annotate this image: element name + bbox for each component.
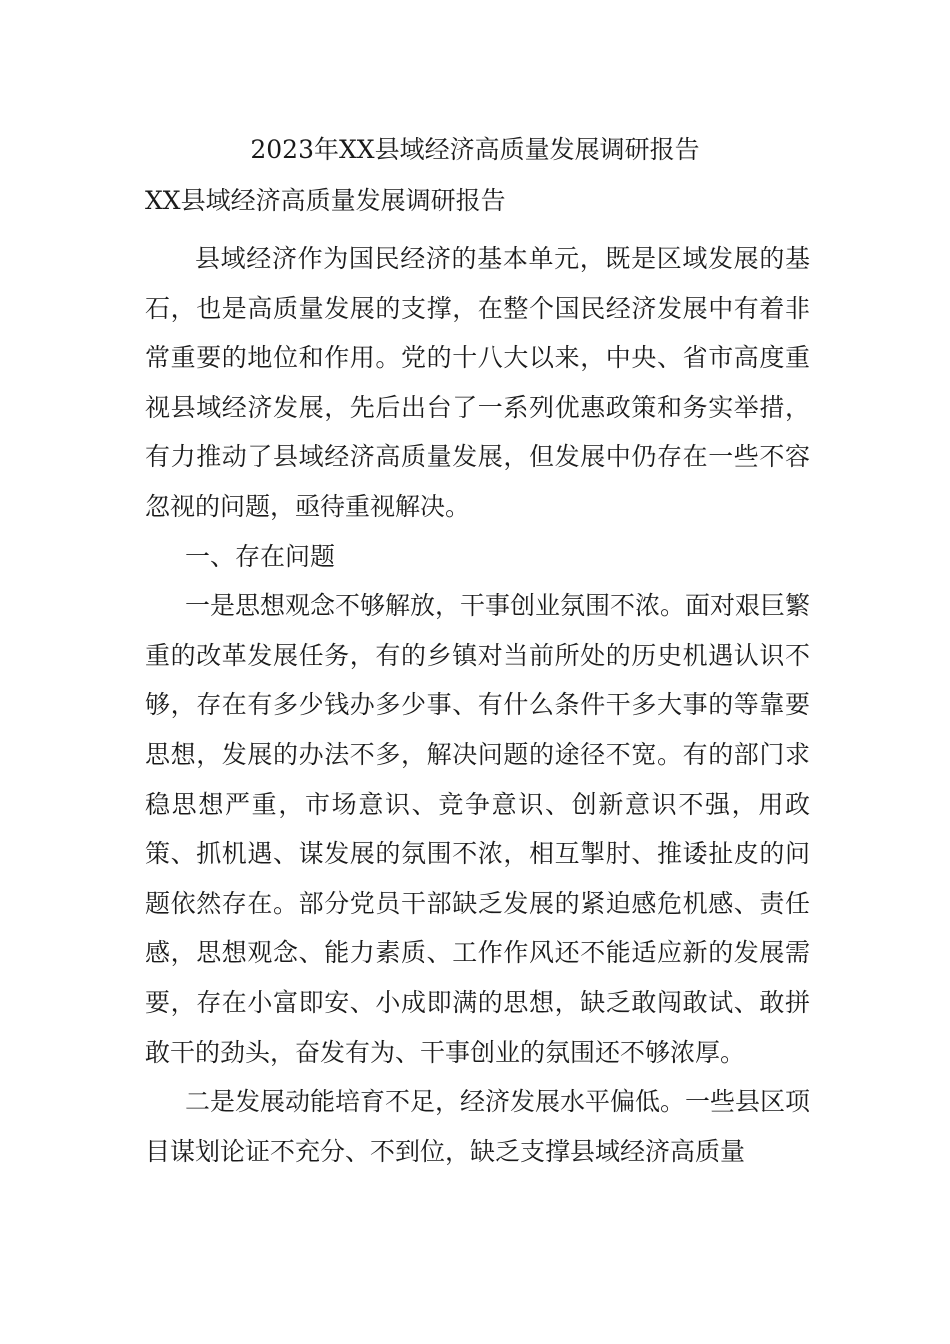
document-title: 2023年XX县域经济高质量发展调研报告 <box>250 135 700 164</box>
document-body <box>145 234 810 1176</box>
section-heading: 一、存在问题 <box>185 541 336 571</box>
issue-paragraph-1: 一是思想观念不够解放，干事创业氛围不浓。面对艰巨繁重的改革发展任务，有的乡镇对当前所处的历史机遇认识不够，存在有多少钱办多少事、有什么条件干多大事的等靠要思想，发展的办法不多，解决问题的途径不宽。有的部门求稳思想严重，市场意识、竞争意识、创新意识不强，用政策、抓机遇、谋发展的氛围不浓，相互掣肘、推诿扯皮的问题依然存在。部分党员干部缺乏发展的紧迫感危机感、责任感，思想观念、能力素质、工作作风还不能适应新的发展需要，存在小富即安、小成即满的思想，缺乏敢闯敢试、敢拼敢干的劲头，奋发有为、干事创业的氛围还不够浓厚。 <box>145 591 811 1067</box>
document-subtitle: XX县域经济高质量发展调研报告 <box>145 186 506 215</box>
intro-paragraph: 县域经济作为国民经济的基本单元，既是区域发展的基石，也是高质量发展的支撑，在整个国民经济发展中有着非常重要的地位和作用。党的十八大以来，中央、省市高度重视县域经济发展，先后出台了一系列优惠政策和务实举措，有力推动了县域经济高质量发展，但发展中仍存在一些不容忽视的问题，亟待重视解决。 <box>145 244 810 521</box>
issue-paragraph-2: 二是发展动能培育不足，经济发展水平偏低。一些县区项目谋划论证不充分、不到位，缺乏支撑县域经济高质量 <box>145 1087 811 1166</box>
